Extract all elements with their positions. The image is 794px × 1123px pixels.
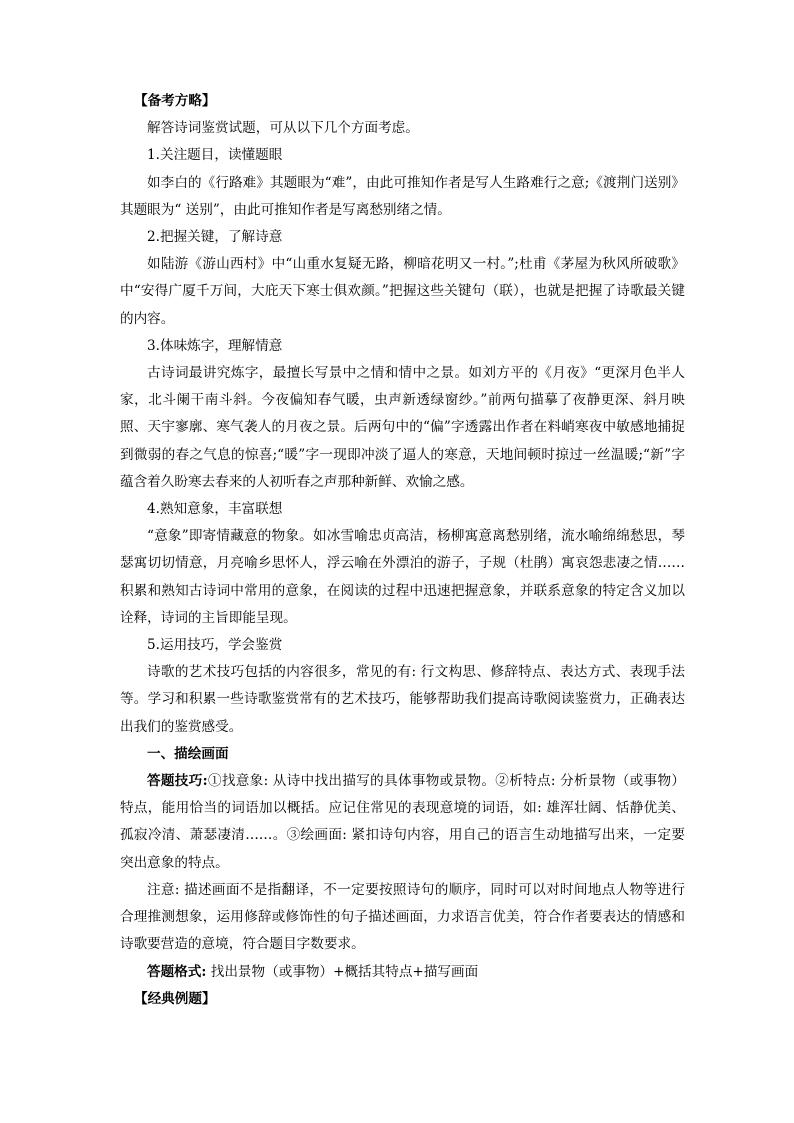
note-paragraph: 注意: 描述画面不是指翻译，不一定要按照诗句的顺序，同时可以对时间地点人物等进行合理推测想象，运用修辞或修饰性的句子描述画面，力求语言优美，符合作者要表达的情感和诗歌要营造的意境，符合题目字数要求。 (120, 881, 685, 953)
item5-body: 诗歌的艺术技巧包括的内容很多，常见的有: 行文构思、修辞特点、表达方式、表现手法等。学习和积累一些诗歌鉴赏常有的艺术技巧，能够帮助我们提高诗歌阅读鉴赏力，正确表达出我们的鉴赏感受。 (120, 664, 685, 735)
item3-body: 古诗词最讲究炼字，最擅长写景中之情和情中之景。如刘方平的《月夜》“更深月色半人家，北斗阑干南斗斜。今夜偏知春气暖，虫声新透绿窗纱。”前两句描摹了夜静更深、斜月映照、天宇寥廓、寒气袭人的月夜之景。后两句中的“偏”字透露出作者在料峭寒夜中敏感地捕捉到微弱的春之气息的惊喜;“暖”字一现即冲淡了逼人的寒意，天地间顿时掠过一丝温暖;“新”字蕴含着久盼寒去春来的人初听春之声那种新鲜、欢愉之感。 (120, 365, 685, 490)
skill-body: ①找意象: 从诗中找出描写的具体事物或景物。②析特点: 分析景物（或事物）特点，能用恰当的词语加以概括。应记住常见的表现意境的词语，如: 雄浑壮阔、恬静优美、孤寂冷清、萧瑟凄清……。③绘画面: 紧扣诗句内容，用自己的语言生动地描写出来，一定要突出意象的特点。 (120, 773, 685, 871)
item4-body: “意象”即寄情藏意的物象。如冰雪喻忠贞高洁，杨柳寓意离愁别绪，流水喻绵绵愁思，琴瑟寓切切情意，月亮喻乡思怀人，浮云喻在外漂泊的游子，子规（杜鹃）寓哀怨悲凄之情……积累和熟知古诗词中常用的意象，在阅读的过程中迅速把握意象，并联系意象的特定含义加以诠释，诗词的主旨即能呈现。 (120, 528, 685, 626)
format-paragraph (120, 959, 685, 986)
heading-prep: 【备考方略】 (134, 93, 216, 109)
skill-paragraph (120, 768, 685, 877)
item5-title: 5.运用技巧，学会鉴赏 (147, 637, 283, 654)
item2-body: 如陆游《游山西村》中“山重水复疑无路，柳暗花明又一村。”;杜甫《茅屋为秋风所破歌》中“安得广厦千万间，大庇天下寒士俱欢颜。”把握这些关键句（联），也就是把握了诗歌最关键的内容。 (120, 256, 685, 327)
item4-title: 4.熟知意象，丰富联想 (147, 501, 283, 518)
item1-title: 1.关注题目，读懂题眼 (147, 147, 283, 164)
part1-title: 一、描绘画面 (147, 745, 229, 762)
item1-body: 如李白的《行路难》其题眼为“难”，由此可推知作者是写人生路难行之意;《渡荆门送别》其题眼为“ 送别”，由此可推知作者是写离愁别绪之情。 (120, 174, 685, 218)
format-body: 找出景物（或事物）+概括其特点+描写画面 (206, 963, 479, 980)
skill-label: 答题技巧: (147, 773, 208, 790)
item3-title: 3.体味炼字，理解情意 (147, 337, 283, 354)
document-page (120, 88, 685, 1013)
intro-text: 解答诗词鉴赏试题，可从以下几个方面考虑。 (147, 120, 419, 137)
format-label: 答题格式: (147, 963, 207, 980)
heading-example: 【经典例题】 (134, 990, 216, 1007)
item2-title: 2.把握关键，了解诗意 (147, 229, 283, 246)
